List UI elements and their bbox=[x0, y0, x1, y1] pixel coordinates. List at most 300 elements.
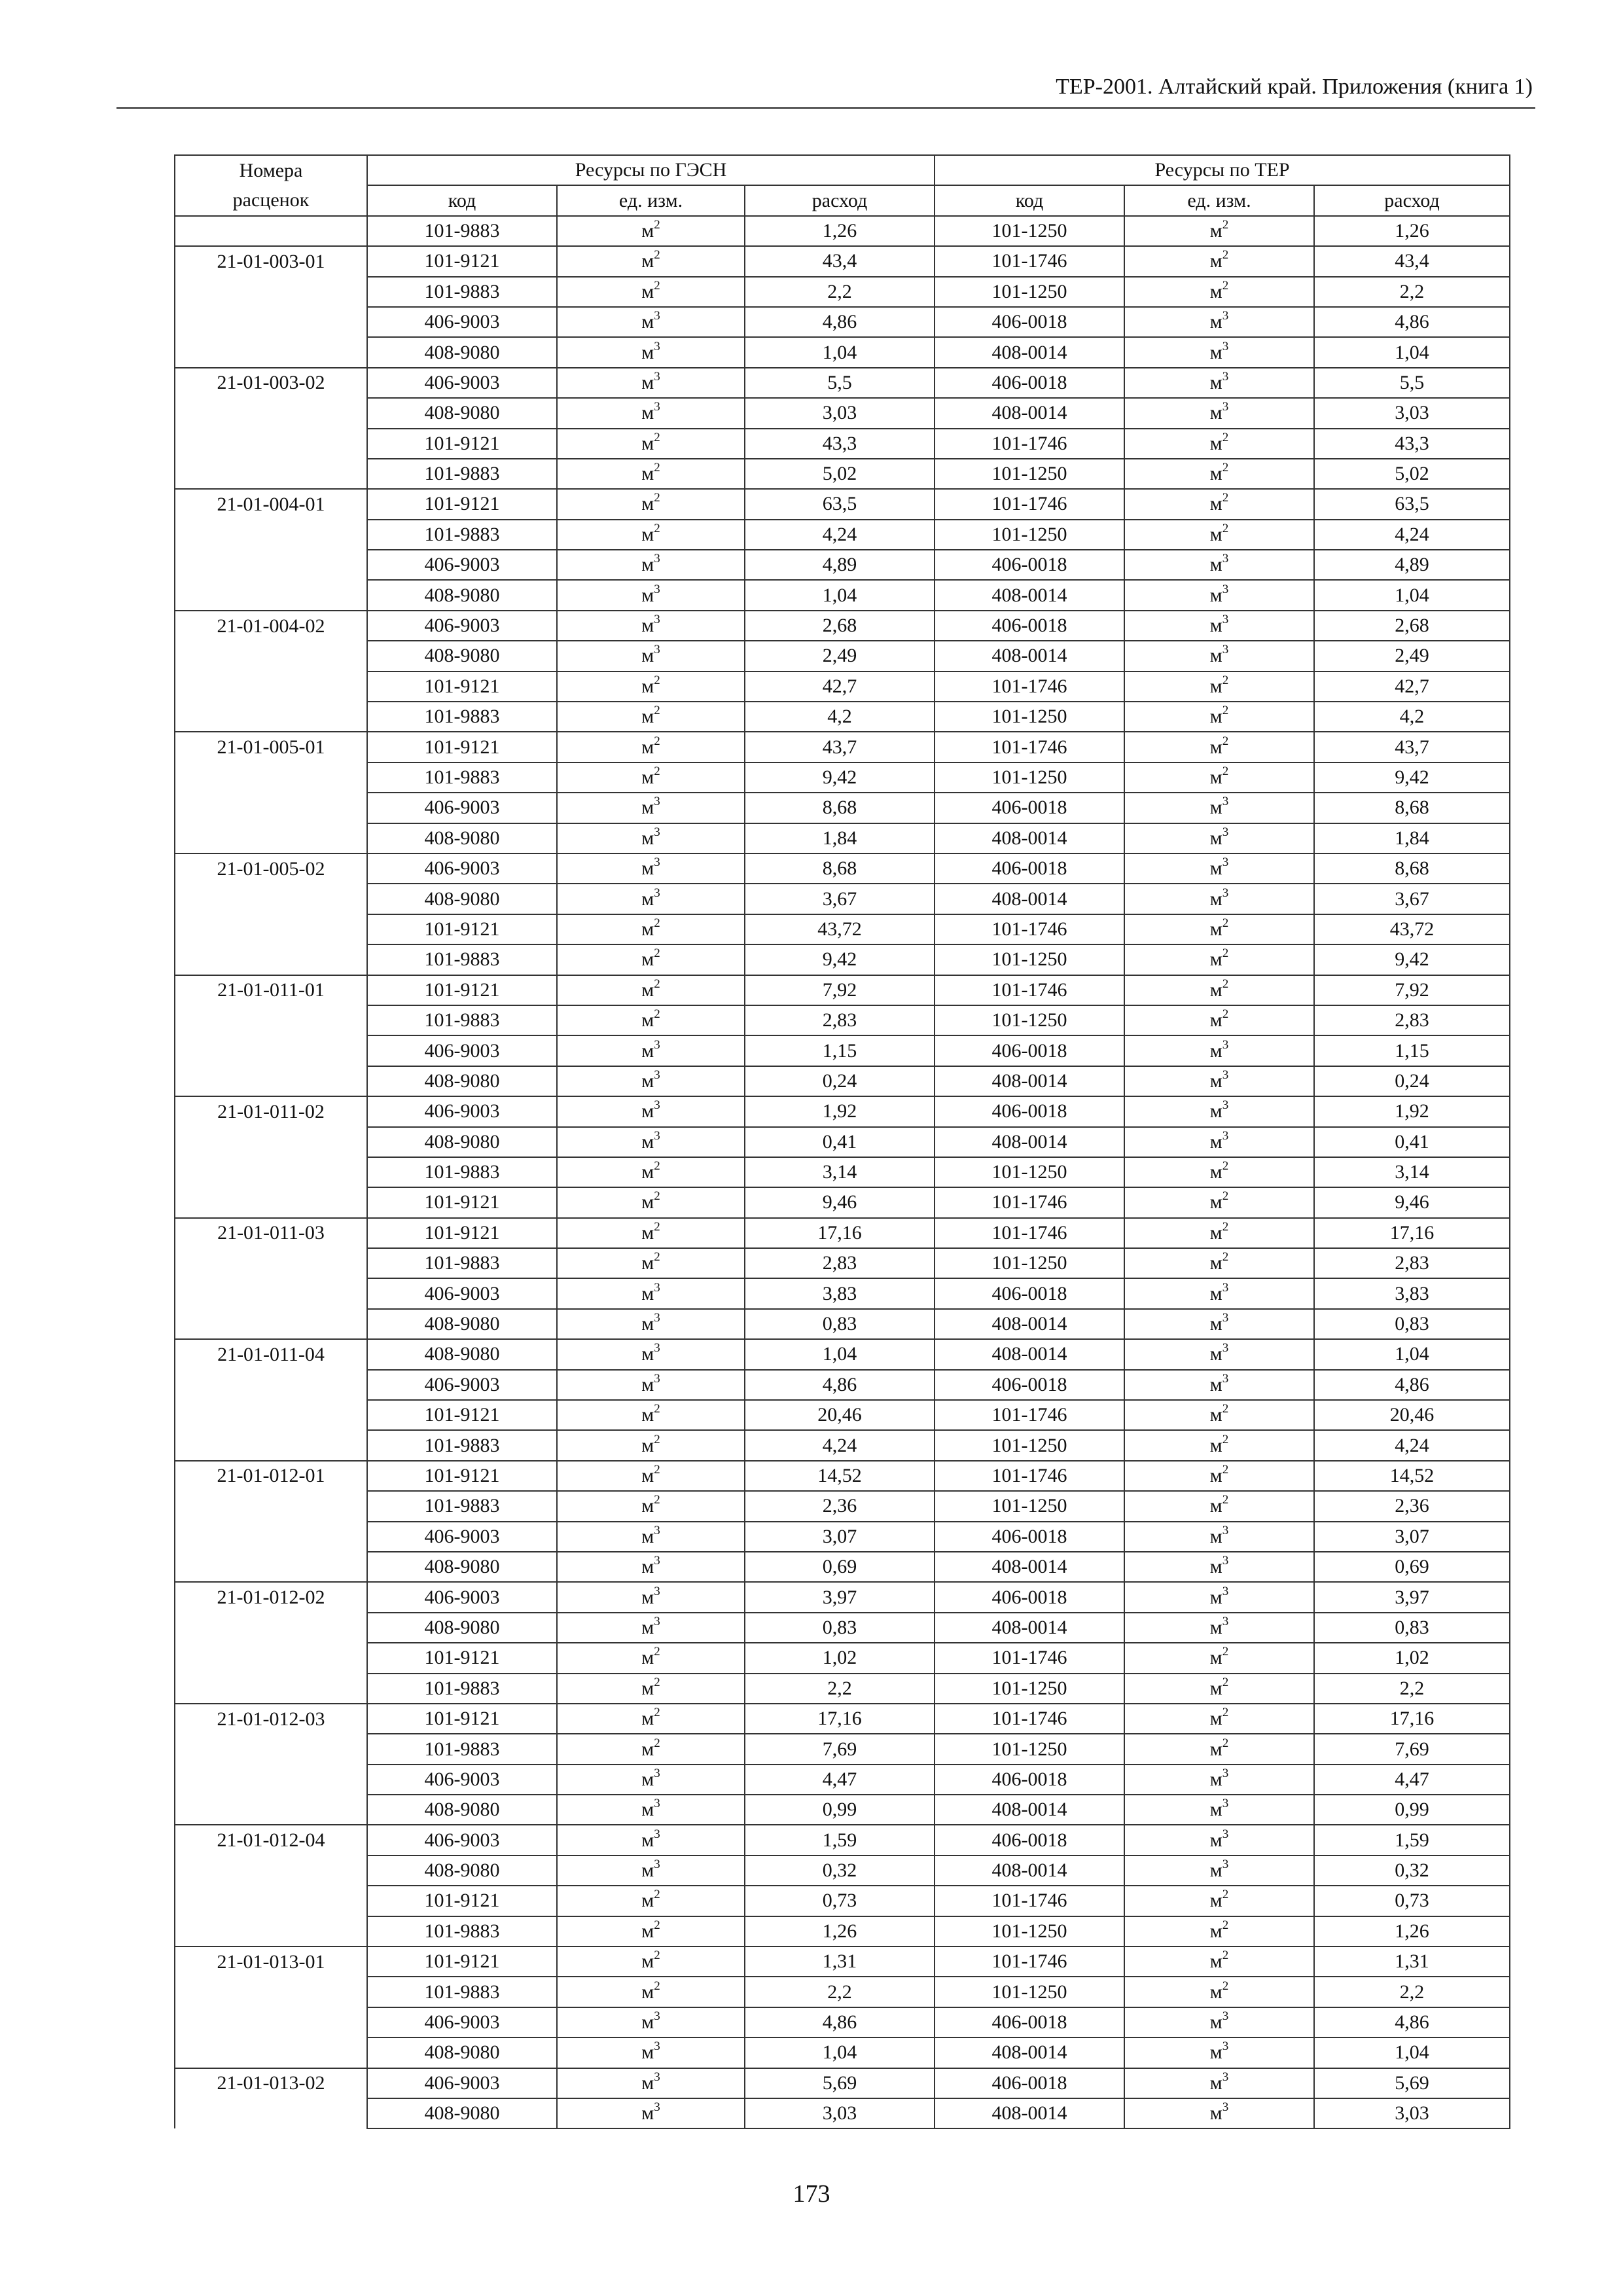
ter-unit-cell bbox=[1124, 1491, 1314, 1521]
rate-number-cell bbox=[175, 1674, 367, 1704]
ter-code-cell: 408-0014 bbox=[935, 580, 1124, 610]
unit-base: м bbox=[1209, 1434, 1222, 1456]
ter-code-cell: 101-1746 bbox=[935, 1643, 1124, 1673]
unit-base: м bbox=[1209, 1616, 1222, 1638]
unit-base: м bbox=[641, 523, 654, 545]
unit-base: м bbox=[641, 1586, 654, 1608]
ter-consumption-cell: 4,86 bbox=[1314, 1370, 1510, 1400]
ter-code-cell: 408-0014 bbox=[935, 398, 1124, 428]
gesn-unit-cell bbox=[557, 1856, 745, 1886]
gesn-unit-cell bbox=[557, 1278, 745, 1308]
ter-code-cell: 408-0014 bbox=[935, 1339, 1124, 1369]
unit-exponent: 2 bbox=[654, 430, 660, 444]
table-row bbox=[175, 277, 1510, 307]
ter-code-cell: 101-1746 bbox=[935, 914, 1124, 944]
unit-base: м bbox=[641, 736, 654, 758]
unit-exponent: 3 bbox=[654, 1311, 660, 1325]
unit-base: м bbox=[1209, 493, 1222, 515]
gesn-code-cell: 406-9003 bbox=[367, 1582, 557, 1612]
ter-unit-cell bbox=[1124, 1674, 1314, 1704]
ter-code-cell: 408-0014 bbox=[935, 884, 1124, 914]
gesn-code-cell: 406-9003 bbox=[367, 550, 557, 580]
unit-exponent: 2 bbox=[1222, 977, 1229, 991]
unit-exponent: 2 bbox=[654, 1432, 660, 1446]
ter-code-cell: 101-1250 bbox=[935, 1157, 1124, 1187]
unit-exponent: 3 bbox=[654, 1554, 660, 1568]
unit-exponent: 2 bbox=[654, 1888, 660, 1902]
gesn-unit-cell bbox=[557, 611, 745, 641]
unit-exponent: 3 bbox=[1222, 1128, 1229, 1143]
table-row bbox=[175, 216, 1510, 246]
ter-code-cell: 101-1250 bbox=[935, 1491, 1124, 1521]
unit-base: м bbox=[641, 1221, 654, 1244]
gesn-code-cell: 406-9003 bbox=[367, 1278, 557, 1308]
ter-code-cell: 406-0018 bbox=[935, 1825, 1124, 1855]
ter-consumption-cell: 7,69 bbox=[1314, 1734, 1510, 1764]
table-row bbox=[175, 793, 1510, 823]
unit-base: м bbox=[641, 675, 654, 697]
unit-base: м bbox=[1209, 2041, 1222, 2064]
unit-exponent: 2 bbox=[1222, 521, 1229, 535]
unit-exponent: 2 bbox=[654, 1189, 660, 1204]
ter-unit-cell bbox=[1124, 1856, 1314, 1886]
gesn-consumption-cell: 17,16 bbox=[745, 1704, 935, 1734]
unit-exponent: 3 bbox=[1222, 2070, 1229, 2084]
gesn-code-cell: 406-9003 bbox=[367, 1522, 557, 1552]
gesn-code-cell: 408-9080 bbox=[367, 2098, 557, 2128]
gesn-code-cell: 101-9883 bbox=[367, 1005, 557, 1035]
ter-code-cell: 408-0014 bbox=[935, 337, 1124, 367]
gesn-code-cell: 406-9003 bbox=[367, 1765, 557, 1795]
gesn-unit-cell bbox=[557, 823, 745, 853]
unit-exponent: 2 bbox=[1222, 248, 1229, 262]
rate-number-cell bbox=[175, 1522, 367, 1552]
ter-consumption-cell: 3,03 bbox=[1314, 398, 1510, 428]
header-rate-numbers-cont: расценок bbox=[175, 185, 367, 215]
gesn-code-cell: 408-9080 bbox=[367, 580, 557, 610]
ter-consumption-cell: 9,42 bbox=[1314, 944, 1510, 975]
ter-consumption-cell: 0,73 bbox=[1314, 1886, 1510, 1916]
gesn-consumption-cell: 3,67 bbox=[745, 884, 935, 914]
gesn-code-cell: 101-9883 bbox=[367, 1157, 557, 1187]
rate-number-cell: 21-01-012-03 bbox=[175, 1704, 367, 1734]
unit-base: м bbox=[1209, 1191, 1222, 1213]
unit-exponent: 3 bbox=[1222, 369, 1229, 384]
unit-base: м bbox=[641, 2041, 654, 2064]
gesn-unit-cell bbox=[557, 277, 745, 307]
gesn-code-cell: 101-9121 bbox=[367, 732, 557, 762]
unit-base: м bbox=[641, 948, 654, 971]
unit-exponent: 2 bbox=[654, 491, 660, 505]
unit-exponent: 2 bbox=[1222, 1189, 1229, 1204]
table-row bbox=[175, 853, 1510, 884]
table-header bbox=[175, 155, 1510, 216]
ter-consumption-cell: 1,59 bbox=[1314, 1825, 1510, 1855]
gesn-code-cell: 101-9883 bbox=[367, 1916, 557, 1946]
rate-number-cell bbox=[175, 520, 367, 550]
gesn-unit-cell bbox=[557, 914, 745, 944]
gesn-code-cell: 101-9883 bbox=[367, 944, 557, 975]
table-row bbox=[175, 580, 1510, 610]
gesn-consumption-cell: 9,46 bbox=[745, 1187, 935, 1217]
ter-unit-cell bbox=[1124, 489, 1314, 519]
table-row bbox=[175, 762, 1510, 793]
gesn-code-cell: 408-9080 bbox=[367, 1339, 557, 1369]
page-number: 173 bbox=[793, 2180, 830, 2208]
gesn-code-cell: 406-9003 bbox=[367, 1096, 557, 1126]
rate-number-cell bbox=[175, 1613, 367, 1643]
unit-base: м bbox=[641, 1738, 654, 1760]
ter-code-cell: 408-0014 bbox=[935, 2098, 1124, 2128]
gesn-consumption-cell: 63,5 bbox=[745, 489, 935, 519]
unit-base: м bbox=[641, 402, 654, 424]
unit-exponent: 3 bbox=[1222, 1857, 1229, 1872]
unit-base: м bbox=[1209, 675, 1222, 697]
unit-base: м bbox=[641, 371, 654, 393]
ter-code-cell: 101-1250 bbox=[935, 277, 1124, 307]
rate-number-cell bbox=[175, 702, 367, 732]
unit-exponent: 2 bbox=[1222, 491, 1229, 505]
ter-code-cell: 101-1746 bbox=[935, 1886, 1124, 1916]
unit-exponent: 2 bbox=[654, 1462, 660, 1477]
ter-unit-cell bbox=[1124, 641, 1314, 671]
gesn-code-cell: 406-9003 bbox=[367, 853, 557, 884]
ter-unit-cell bbox=[1124, 429, 1314, 459]
table-row bbox=[175, 1582, 1510, 1612]
unit-base: м bbox=[1209, 584, 1222, 606]
ter-code-cell: 406-0018 bbox=[935, 550, 1124, 580]
rate-number-cell bbox=[175, 2098, 367, 2128]
gesn-unit-cell bbox=[557, 307, 745, 337]
rate-number-cell bbox=[175, 1187, 367, 1217]
ter-consumption-cell: 4,24 bbox=[1314, 520, 1510, 550]
gesn-unit-cell bbox=[557, 1430, 745, 1460]
ter-unit-cell bbox=[1124, 1522, 1314, 1552]
ter-unit-cell bbox=[1124, 337, 1314, 367]
gesn-code-cell: 408-9080 bbox=[367, 1309, 557, 1339]
gesn-consumption-cell: 4,24 bbox=[745, 520, 935, 550]
gesn-unit-cell bbox=[557, 2098, 745, 2128]
gesn-consumption-cell: 3,14 bbox=[745, 1157, 935, 1187]
rate-number-cell: 21-01-012-01 bbox=[175, 1461, 367, 1491]
rate-number-cell bbox=[175, 1066, 367, 1096]
unit-exponent: 2 bbox=[654, 1918, 660, 1932]
gesn-unit-cell bbox=[557, 1946, 745, 1977]
table-row bbox=[175, 489, 1510, 519]
rate-number-cell: 21-01-011-04 bbox=[175, 1339, 367, 1369]
ter-consumption-cell: 5,5 bbox=[1314, 368, 1510, 398]
unit-exponent: 2 bbox=[1222, 1432, 1229, 1446]
gesn-unit-cell bbox=[557, 975, 745, 1005]
unit-exponent: 3 bbox=[654, 552, 660, 566]
table-row bbox=[175, 1491, 1510, 1521]
rate-number-cell bbox=[175, 1309, 367, 1339]
gesn-consumption-cell: 43,72 bbox=[745, 914, 935, 944]
unit-exponent: 2 bbox=[654, 673, 660, 687]
unit-exponent: 3 bbox=[654, 1280, 660, 1295]
unit-exponent: 3 bbox=[654, 1523, 660, 1537]
gesn-code-cell: 408-9080 bbox=[367, 398, 557, 428]
rate-number-cell bbox=[175, 429, 367, 459]
unit-base: м bbox=[1209, 1647, 1222, 1669]
unit-base: м bbox=[641, 1920, 654, 1942]
unit-base: м bbox=[1209, 311, 1222, 333]
ter-code-cell: 101-1250 bbox=[935, 1916, 1124, 1946]
unit-exponent: 2 bbox=[1222, 1675, 1229, 1689]
unit-base: м bbox=[641, 311, 654, 333]
gesn-unit-cell bbox=[557, 1886, 745, 1916]
unit-base: м bbox=[1209, 1829, 1222, 1851]
ter-unit-cell bbox=[1124, 1430, 1314, 1460]
table-row bbox=[175, 914, 1510, 944]
gesn-unit-cell bbox=[557, 1218, 745, 1248]
ter-code-cell: 408-0014 bbox=[935, 1552, 1124, 1582]
gesn-consumption-cell: 1,04 bbox=[745, 337, 935, 367]
unit-exponent: 3 bbox=[1222, 613, 1229, 627]
gesn-consumption-cell: 5,02 bbox=[745, 459, 935, 489]
gesn-code-cell: 101-9883 bbox=[367, 216, 557, 246]
ter-code-cell: 406-0018 bbox=[935, 853, 1124, 884]
gesn-consumption-cell: 0,32 bbox=[745, 1856, 935, 1886]
gesn-consumption-cell: 0,99 bbox=[745, 1795, 935, 1825]
unit-exponent: 2 bbox=[654, 278, 660, 293]
ter-consumption-cell: 43,4 bbox=[1314, 246, 1510, 276]
ter-code-cell: 406-0018 bbox=[935, 1765, 1124, 1795]
ter-consumption-cell: 20,46 bbox=[1314, 1400, 1510, 1430]
unit-base: м bbox=[641, 1373, 654, 1395]
ter-unit-cell bbox=[1124, 1643, 1314, 1673]
gesn-unit-cell bbox=[557, 1825, 745, 1855]
unit-exponent: 3 bbox=[654, 613, 660, 627]
unit-base: м bbox=[641, 1282, 654, 1304]
gesn-unit-cell bbox=[557, 1187, 745, 1217]
ter-consumption-cell: 4,2 bbox=[1314, 702, 1510, 732]
rate-number-cell bbox=[175, 2007, 367, 2037]
gesn-consumption-cell: 0,83 bbox=[745, 1309, 935, 1339]
gesn-code-cell: 408-9080 bbox=[367, 823, 557, 853]
ter-unit-cell bbox=[1124, 944, 1314, 975]
unit-base: м bbox=[641, 1981, 654, 2003]
ter-consumption-cell: 17,16 bbox=[1314, 1218, 1510, 1248]
unit-base: м bbox=[641, 554, 654, 576]
table-row bbox=[175, 1704, 1510, 1734]
table-row bbox=[175, 1552, 1510, 1582]
table-row bbox=[175, 732, 1510, 762]
gesn-unit-cell bbox=[557, 550, 745, 580]
unit-exponent: 3 bbox=[1222, 339, 1229, 353]
unit-exponent: 2 bbox=[1222, 1007, 1229, 1022]
unit-base: м bbox=[641, 978, 654, 1001]
gesn-consumption-cell: 2,2 bbox=[745, 1674, 935, 1704]
table-row bbox=[175, 1886, 1510, 1916]
gesn-unit-cell bbox=[557, 1613, 745, 1643]
ter-unit-cell bbox=[1124, 1127, 1314, 1157]
gesn-code-cell: 101-9883 bbox=[367, 1491, 557, 1521]
unit-exponent: 3 bbox=[654, 795, 660, 809]
unit-exponent: 3 bbox=[654, 1584, 660, 1598]
unit-base: м bbox=[641, 1708, 654, 1730]
rate-number-cell bbox=[175, 580, 367, 610]
gesn-code-cell: 101-9883 bbox=[367, 1977, 557, 2007]
ter-unit-cell bbox=[1124, 1552, 1314, 1582]
unit-exponent: 2 bbox=[654, 764, 660, 778]
ter-unit-cell bbox=[1124, 1035, 1314, 1066]
gesn-unit-cell bbox=[557, 1005, 745, 1035]
unit-base: м bbox=[1209, 797, 1222, 819]
ter-consumption-cell: 3,83 bbox=[1314, 1278, 1510, 1308]
table-row bbox=[175, 672, 1510, 702]
rate-number-cell: 21-01-011-01 bbox=[175, 975, 367, 1005]
unit-base: м bbox=[1209, 1313, 1222, 1335]
ter-unit-cell bbox=[1124, 368, 1314, 398]
gesn-code-cell: 101-9121 bbox=[367, 1400, 557, 1430]
ter-code-cell: 101-1250 bbox=[935, 459, 1124, 489]
ter-consumption-cell: 2,83 bbox=[1314, 1248, 1510, 1278]
gesn-consumption-cell: 0,83 bbox=[745, 1613, 935, 1643]
gesn-unit-cell bbox=[557, 337, 745, 367]
ter-code-cell: 101-1250 bbox=[935, 1734, 1124, 1764]
ter-unit-cell bbox=[1124, 2007, 1314, 2037]
ter-unit-cell bbox=[1124, 1309, 1314, 1339]
unit-exponent: 3 bbox=[1222, 643, 1229, 657]
table-row bbox=[175, 702, 1510, 732]
unit-exponent: 2 bbox=[1222, 764, 1229, 778]
gesn-unit-cell bbox=[557, 1157, 745, 1187]
ter-code-cell: 101-1250 bbox=[935, 762, 1124, 793]
rate-number-cell bbox=[175, 1795, 367, 1825]
unit-exponent: 2 bbox=[654, 734, 660, 748]
ter-consumption-cell: 3,67 bbox=[1314, 884, 1510, 914]
unit-exponent: 3 bbox=[654, 855, 660, 870]
unit-base: м bbox=[1209, 402, 1222, 424]
ter-code-cell: 406-0018 bbox=[935, 1096, 1124, 1126]
unit-exponent: 3 bbox=[654, 1797, 660, 1811]
table-row bbox=[175, 1309, 1510, 1339]
rate-number-cell bbox=[175, 398, 367, 428]
ter-code-cell: 408-0014 bbox=[935, 641, 1124, 671]
unit-exponent: 2 bbox=[654, 1402, 660, 1416]
unit-base: м bbox=[1209, 736, 1222, 758]
header-ter-code: код bbox=[935, 185, 1124, 215]
unit-exponent: 2 bbox=[654, 1219, 660, 1234]
ter-unit-cell bbox=[1124, 672, 1314, 702]
ter-unit-cell bbox=[1124, 1370, 1314, 1400]
header-ter-unit: ед. изм. bbox=[1124, 185, 1314, 215]
gesn-unit-cell bbox=[557, 1066, 745, 1096]
gesn-code-cell: 101-9121 bbox=[367, 1946, 557, 1977]
gesn-code-cell: 408-9080 bbox=[367, 1795, 557, 1825]
unit-base: м bbox=[641, 1799, 654, 1821]
ter-consumption-cell: 63,5 bbox=[1314, 489, 1510, 519]
ter-unit-cell bbox=[1124, 1218, 1314, 1248]
gesn-unit-cell bbox=[557, 1552, 745, 1582]
table-row bbox=[175, 641, 1510, 671]
rate-number-cell bbox=[175, 1886, 367, 1916]
unit-base: м bbox=[1209, 1981, 1222, 2003]
ter-consumption-cell: 43,7 bbox=[1314, 732, 1510, 762]
header-gesn-code: код bbox=[367, 185, 557, 215]
ter-unit-cell bbox=[1124, 520, 1314, 550]
ter-code-cell: 101-1250 bbox=[935, 216, 1124, 246]
gesn-consumption-cell: 4,86 bbox=[745, 307, 935, 337]
gesn-unit-cell bbox=[557, 1795, 745, 1825]
unit-exponent: 2 bbox=[1222, 1250, 1229, 1265]
rate-number-cell bbox=[175, 793, 367, 823]
gesn-unit-cell bbox=[557, 459, 745, 489]
ter-code-cell: 101-1746 bbox=[935, 975, 1124, 1005]
unit-exponent: 2 bbox=[654, 1979, 660, 1993]
unit-exponent: 2 bbox=[1222, 1706, 1229, 1720]
rate-number-cell: 21-01-011-03 bbox=[175, 1218, 367, 1248]
gesn-consumption-cell: 14,52 bbox=[745, 1461, 935, 1491]
gesn-code-cell: 408-9080 bbox=[367, 1127, 557, 1157]
gesn-code-cell: 101-9883 bbox=[367, 277, 557, 307]
gesn-code-cell: 101-9883 bbox=[367, 1248, 557, 1278]
table-row bbox=[175, 1430, 1510, 1460]
table-row bbox=[175, 1127, 1510, 1157]
unit-base: м bbox=[1209, 706, 1222, 728]
ter-consumption-cell: 1,84 bbox=[1314, 823, 1510, 853]
unit-base: м bbox=[1209, 766, 1222, 788]
gesn-consumption-cell: 1,26 bbox=[745, 216, 935, 246]
unit-base: м bbox=[1209, 857, 1222, 880]
header-rate-numbers: Номера bbox=[175, 155, 367, 185]
unit-base: м bbox=[1209, 1920, 1222, 1942]
ter-unit-cell bbox=[1124, 2037, 1314, 2068]
rate-number-cell bbox=[175, 337, 367, 367]
gesn-unit-cell bbox=[557, 1765, 745, 1795]
rate-number-cell bbox=[175, 914, 367, 944]
unit-base: м bbox=[641, 1950, 654, 1973]
ter-code-cell: 101-1250 bbox=[935, 1430, 1124, 1460]
gesn-consumption-cell: 2,36 bbox=[745, 1491, 935, 1521]
unit-base: м bbox=[641, 1768, 654, 1790]
ter-consumption-cell: 4,89 bbox=[1314, 550, 1510, 580]
gesn-unit-cell bbox=[557, 1582, 745, 1612]
rate-number-cell bbox=[175, 1005, 367, 1035]
unit-exponent: 3 bbox=[654, 1128, 660, 1143]
unit-exponent: 2 bbox=[654, 1645, 660, 1659]
ter-unit-cell bbox=[1124, 1066, 1314, 1096]
gesn-unit-cell bbox=[557, 398, 745, 428]
unit-exponent: 2 bbox=[1222, 461, 1229, 475]
gesn-code-cell: 101-9883 bbox=[367, 1674, 557, 1704]
table-row bbox=[175, 1035, 1510, 1066]
gesn-consumption-cell: 7,69 bbox=[745, 1734, 935, 1764]
unit-exponent: 2 bbox=[1222, 1948, 1229, 1963]
unit-exponent: 3 bbox=[654, 886, 660, 900]
ter-unit-cell bbox=[1124, 1825, 1314, 1855]
rate-number-cell bbox=[175, 1643, 367, 1673]
gesn-code-cell: 408-9080 bbox=[367, 641, 557, 671]
gesn-code-cell: 406-9003 bbox=[367, 2068, 557, 2098]
gesn-unit-cell bbox=[557, 2007, 745, 2037]
gesn-unit-cell bbox=[557, 429, 745, 459]
ter-code-cell: 406-0018 bbox=[935, 1035, 1124, 1066]
rate-number-cell bbox=[175, 672, 367, 702]
gesn-consumption-cell: 5,69 bbox=[745, 2068, 935, 2098]
gesn-code-cell: 406-9003 bbox=[367, 611, 557, 641]
gesn-consumption-cell: 4,86 bbox=[745, 1370, 935, 1400]
unit-base: м bbox=[641, 1829, 654, 1851]
gesn-consumption-cell: 43,7 bbox=[745, 732, 935, 762]
table-row bbox=[175, 2098, 1510, 2128]
ter-consumption-cell: 43,3 bbox=[1314, 429, 1510, 459]
unit-exponent: 2 bbox=[1222, 673, 1229, 687]
table-row bbox=[175, 1096, 1510, 1126]
unit-exponent: 3 bbox=[1222, 1311, 1229, 1325]
ter-unit-cell bbox=[1124, 1187, 1314, 1217]
